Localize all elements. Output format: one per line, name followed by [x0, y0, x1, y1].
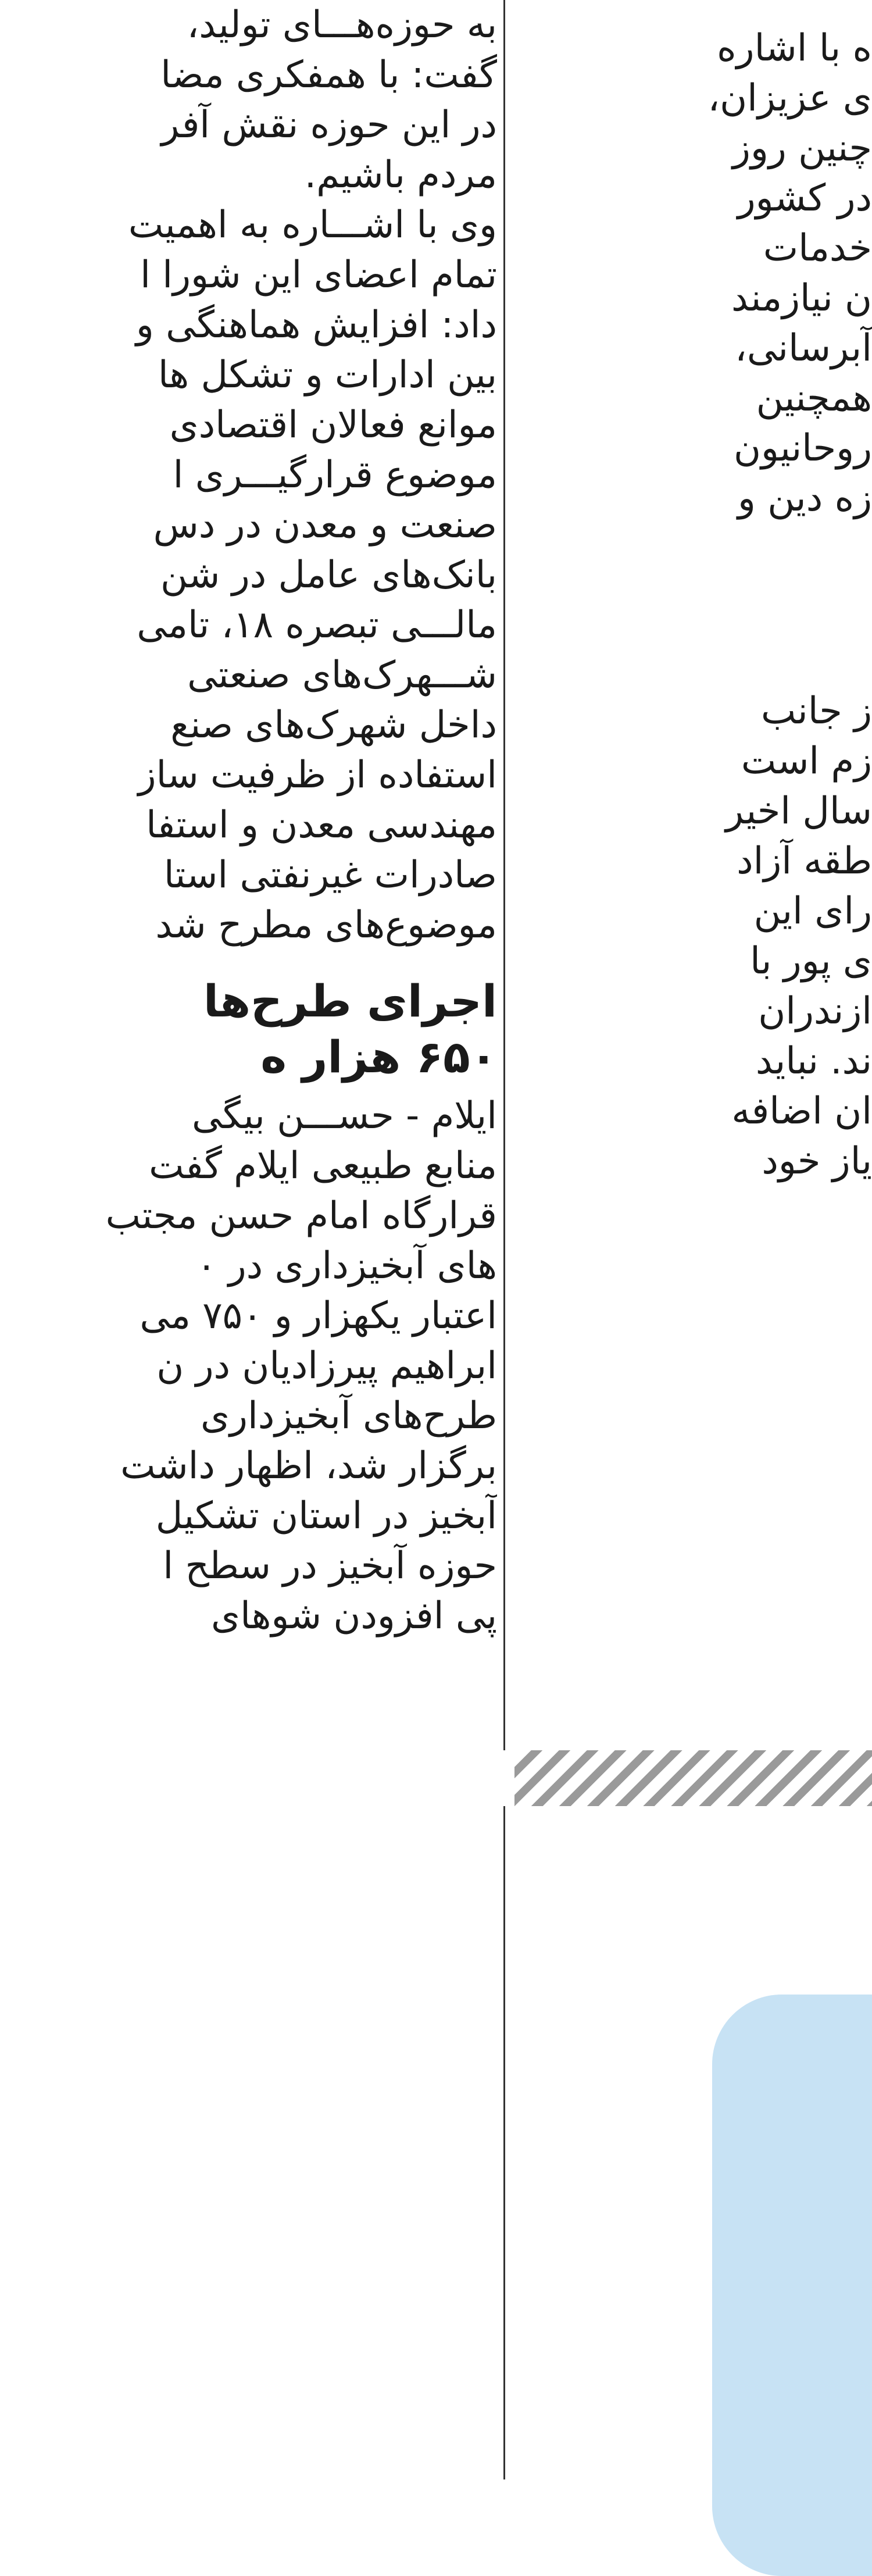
- column-divider: [503, 0, 505, 2479]
- headline-line: ۶۵۰ هزار ه: [260, 1031, 497, 1083]
- text-line: اعتبار یکهزار و ۷۵۰ می: [140, 1294, 497, 1337]
- text-line: در کشور: [737, 177, 872, 220]
- text-line: در این حوزه نقش آفر: [161, 104, 497, 147]
- text-line: خدمات: [763, 227, 872, 270]
- left-article-body-top: [0, 0, 497, 950]
- text-line: بانک‌های عامل در شن: [160, 554, 497, 597]
- text-line: طقه آزاد: [737, 840, 872, 883]
- text-line: ه با اشاره: [717, 27, 872, 70]
- text-line: شـــهرک‌های صنعتی: [187, 654, 497, 697]
- right-article-body-bottom: [514, 686, 872, 1186]
- headline-line: اجرای طرح‌ها: [203, 975, 497, 1027]
- text-line: های آبخیزداری در ۰: [196, 1244, 497, 1287]
- text-line: پی افزودن شوهای: [211, 1594, 497, 1637]
- left-article-column: [0, 0, 497, 1641]
- text-line: آبرسانی،: [735, 327, 872, 370]
- text-line: روحانیون: [733, 427, 872, 470]
- text-line: همچنین: [756, 377, 872, 420]
- text-line: زه دین و: [737, 477, 872, 520]
- text-line: حوزه آبخیز در سطح ا: [163, 1544, 497, 1587]
- text-line: استفاده از ظرفیت ساز: [138, 754, 497, 797]
- text-line: ان اضافه: [731, 1090, 872, 1133]
- text-line: ند. نباید: [755, 1040, 872, 1083]
- text-line: صادرات غیرنفتی استا: [163, 854, 497, 897]
- text-line: چنین روز: [732, 127, 872, 170]
- text-line: به حوزه‌هـــای تولید،: [187, 3, 497, 47]
- text-line: تمام اعضای این شورا ا: [140, 254, 497, 297]
- text-line: داخل شهرک‌های صنع: [170, 704, 497, 747]
- text-line: برگزار شد، اظهار داشت: [120, 1444, 497, 1487]
- text-line: ایلام - حســـن بیگی: [192, 1094, 497, 1137]
- left-article-body-bottom: [0, 1091, 497, 1641]
- text-line: یاز خود: [762, 1140, 872, 1183]
- text-line: موانع فعالان اقتصادی: [169, 404, 497, 447]
- promo-box: [712, 1995, 872, 2576]
- text-line: ازندران: [758, 990, 872, 1033]
- text-line: گفت: با همفکری مضا: [160, 53, 497, 97]
- article-headline: [0, 973, 497, 1085]
- text-line: ی عزیزان،: [707, 77, 872, 120]
- right-article-body-top: [514, 23, 872, 523]
- text-line: مهندسی معدن و استفا: [146, 804, 497, 847]
- text-line: طرح‌های آبخیزداری: [200, 1394, 497, 1437]
- text-line: مالـــی تبصره ۱۸، تامی: [137, 604, 497, 647]
- text-line: ابراهیم پیرزادیان در ن: [156, 1344, 497, 1387]
- text-line: رای این: [753, 890, 872, 933]
- text-line: داد: افزایش هماهنگی و: [135, 304, 497, 347]
- text-line: آبخیز در استان تشکیل: [155, 1494, 497, 1537]
- right-article-column: [514, 0, 872, 1186]
- text-line: ن نیازمند: [731, 277, 872, 320]
- text-line: زم است: [741, 740, 872, 783]
- text-line: سال اخیر: [726, 790, 872, 833]
- text-line: موضوع‌های مطرح شد: [155, 904, 497, 947]
- text-line: ی پور با: [750, 940, 872, 983]
- text-line: وی با اشـــاره به اهمیت: [128, 204, 497, 247]
- text-line: منابع طبیعی ایلام گفت: [149, 1144, 497, 1187]
- text-line: بین ادارات و تشکل ها: [158, 354, 497, 397]
- text-line: صنعت و معدن در دس: [153, 504, 497, 547]
- hatch-mask: [0, 1750, 514, 1806]
- text-line: موضوع قرارگیـــری ا: [173, 454, 497, 497]
- text-line: ز جانب: [761, 690, 872, 733]
- text-line: قرارگاه امام حسن مجتب: [105, 1194, 497, 1237]
- text-line: مردم باشیم.: [304, 154, 497, 197]
